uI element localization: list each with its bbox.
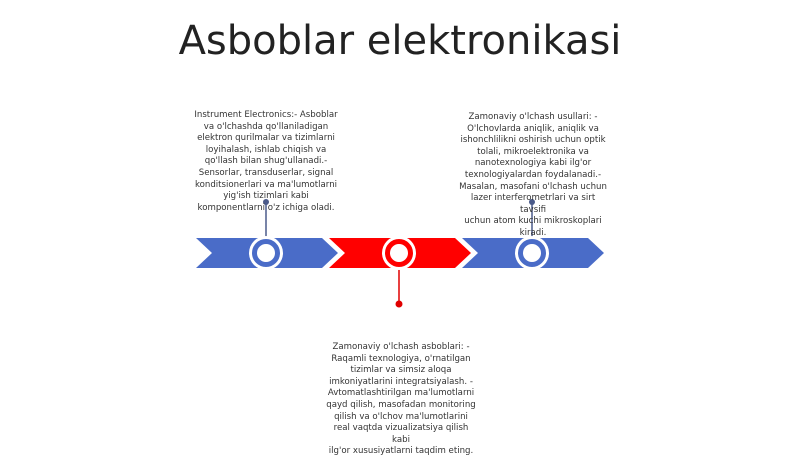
milestone-marker-3 <box>515 236 549 270</box>
note-modern-measurement-methods: Zamonaviy o'lchash usullari: - O'lchovlarda aniqlik, aniqlik va ishonchlilikni oshirish uchun optik tolali, mikroelektronika va nanotexnologiya kabi ilg'or texnologiyalardan foydalanadi.- Masalan, masofani o'lchash uchun lazer interferometrlari va sirt tavsifi uchun atom kuchi mikroskoplari kiradi. <box>459 112 607 238</box>
slide-title: Asboblar elektronikasi <box>178 18 622 64</box>
milestone-marker-1 <box>249 236 283 270</box>
milestone-marker-2 <box>382 236 416 270</box>
connector-dot-bottom <box>396 301 403 308</box>
note-instrument-electronics: Instrument Electronics:- Asboblar va o'lchashda qo'llaniladigan elektron qurilmalar va tizimlarni loyihalash, ishlab chiqish va qo'llash bilan shug'ullanadi.- Sensorlar, transduserlar, signal konditsionerlari va ma'lumotlarni yig'ish tizimlari kabi komponentlarni o'z ichiga oladi. <box>194 110 338 213</box>
note-modern-measurement-instruments: Zamonaviy o'lchash asboblari: - Raqamli texnologiya, o'rnatilgan tizimlar va simsiz aloqa imkoniyatlarini integratsiyalash. - Avtomatlashtirilgan ma'lumotlarni qayd qilish, masofadan monitoring qilish va o'lchov ma'lumotlarini real vaqtda vizualizatsiya qilish kabi ilg'or xususiyatlarni taqdim eting. <box>326 342 476 457</box>
